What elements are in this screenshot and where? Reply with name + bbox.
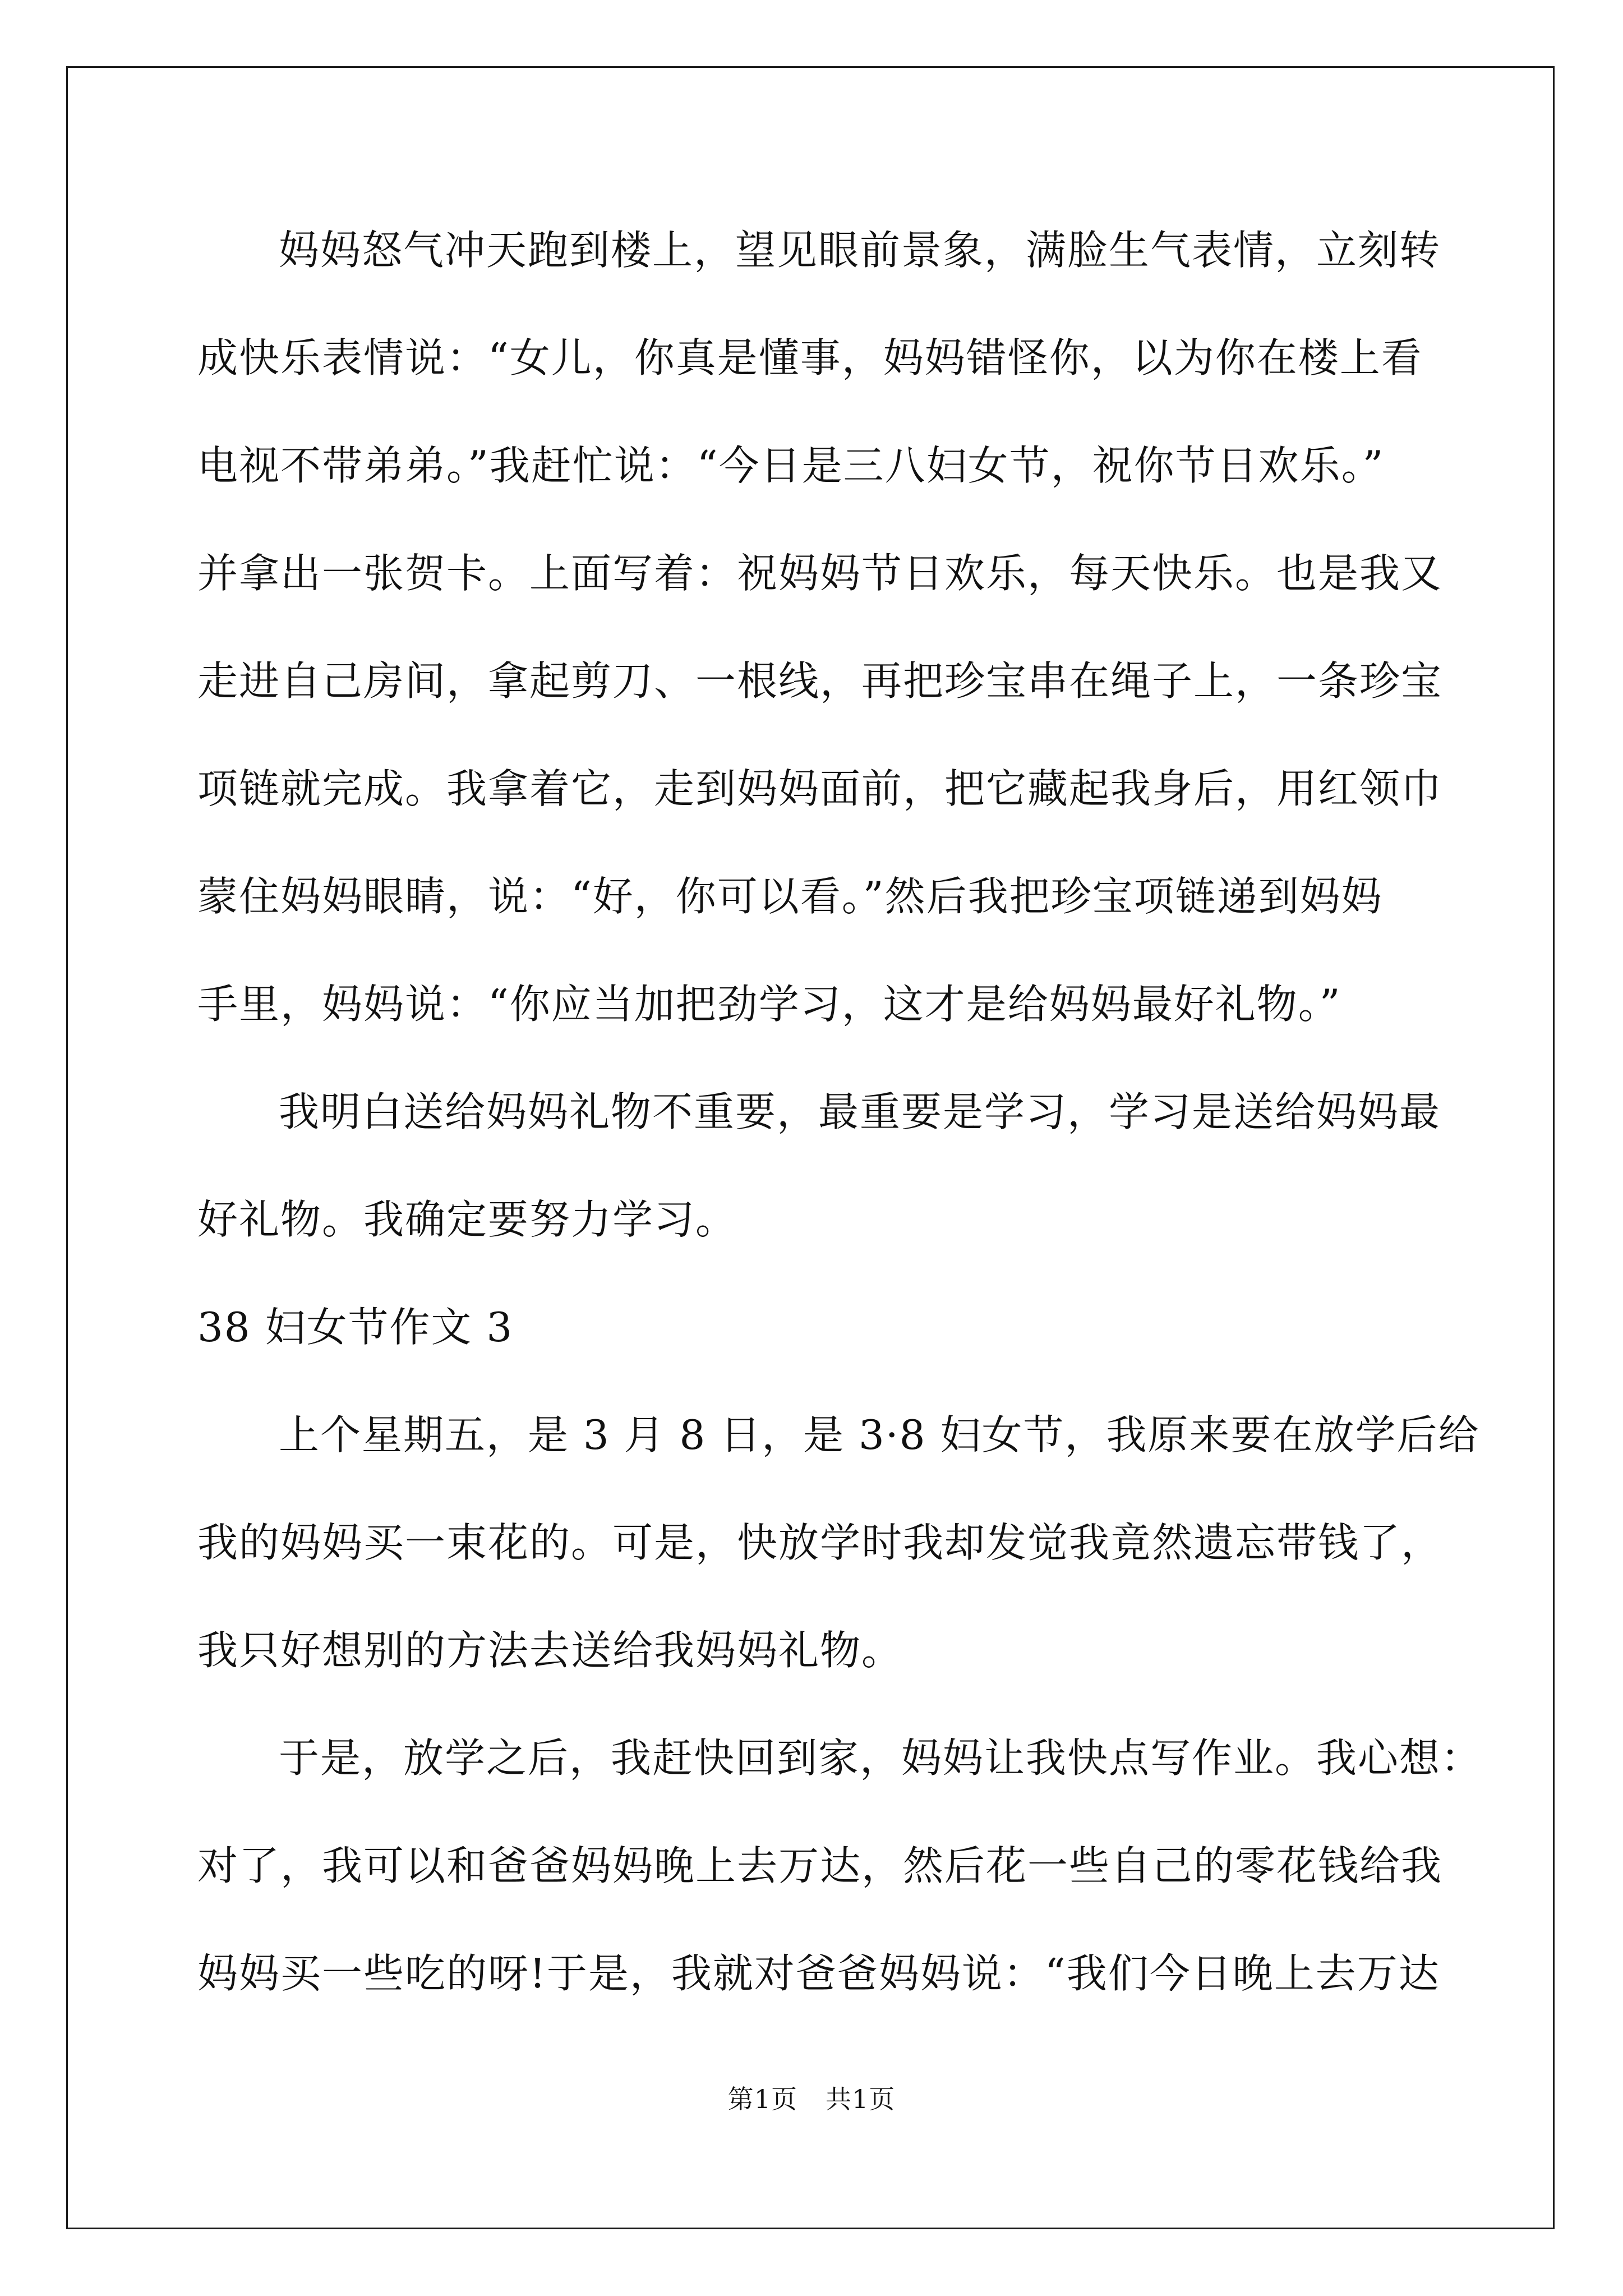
text-line: 电视不带弟弟。”我赶忙说：“今日是三八妇女节，祝你节日欢乐。” [197,442,1385,489]
text-line: 上个星期五，是 3 月 8 日，是 3·8 妇女节，我原来要在放学后给 [279,1411,1480,1458]
text-line: 好礼物。我确定要努力学习。 [197,1196,737,1243]
text-line: 手里，妈妈说：“你应当加把劲学习，这才是给妈妈最好礼物。” [197,981,1341,1028]
text-line: 我明白送给妈妈礼物不重要，最重要是学习，学习是送给妈妈最 [279,1088,1441,1135]
text-line: 妈妈怒气冲天跑到楼上，望见眼前景象，满脸生气表情，立刻转 [279,227,1441,274]
text-line: 我只好想别的方法去送给我妈妈礼物。 [197,1627,903,1674]
text-line: 走进自己房间，拿起剪刀、一根线，再把珍宝串在绳子上，一条珍宝 [197,657,1443,705]
text-line: 妈妈买一些吃的呀!于是，我就对爸爸妈妈说：“我们今日晚上去万达 [197,1950,1440,1997]
text-line: 于是，放学之后，我赶快回到家，妈妈让我快点写作业。我心想： [279,1734,1483,1782]
text-line: 项链就完成。我拿着它，走到妈妈面前，把它藏起我身后，用红领巾 [197,765,1443,812]
text-line: 成快乐表情说：“女儿，你真是懂事，妈妈错怪你，以为你在楼上看 [197,334,1423,381]
page-border [66,66,1555,2229]
text-line: 蒙住妈妈眼睛，说：“好，你可以看。”然后我把珍宝项链递到妈妈 [197,873,1383,920]
page-footer [0,2082,1623,2116]
text-line: 并拿出一张贺卡。上面写着：祝妈妈节日欢乐，每天快乐。也是我又 [197,550,1443,597]
text-line: 我的妈妈买一束花的。可是，快放学时我却发觉我竟然遗忘带钱了， [197,1519,1443,1566]
text-line: 对了，我可以和爸爸妈妈晚上去万达，然后花一些自己的零花钱给我 [197,1842,1443,1889]
page-number: 第1页 [727,2084,797,2114]
section-heading: 38 妇女节作文 3 [197,1304,514,1351]
page-total: 共1页 [826,2084,896,2114]
